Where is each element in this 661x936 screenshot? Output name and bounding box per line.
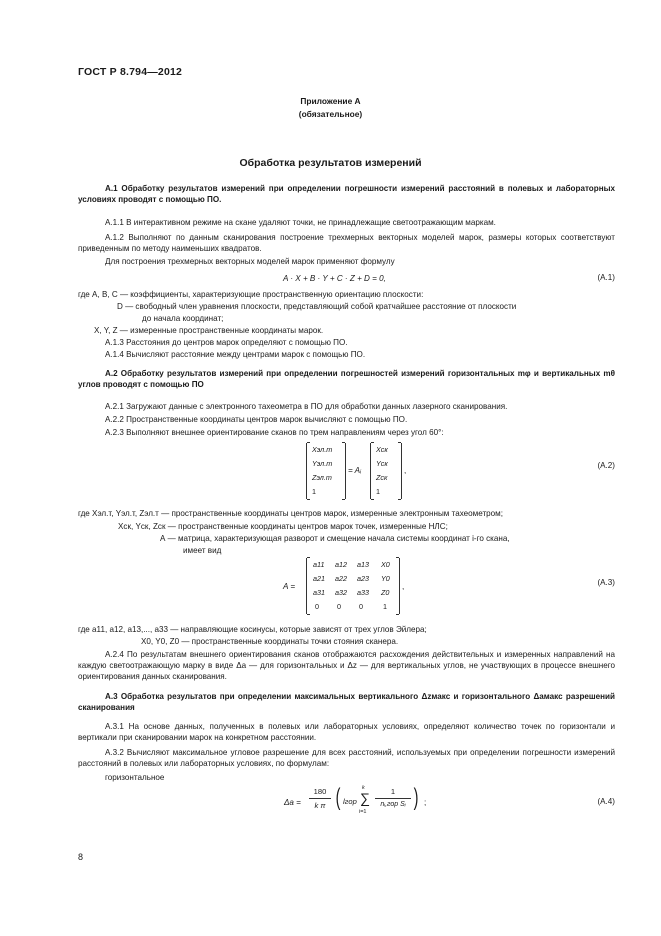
eq4-sum-bot: i=1 <box>359 809 367 815</box>
where-a3-2: X0, Y0, Z0 — пространственные координаты точки стояния сканера. <box>141 637 399 646</box>
equation-a1: A · X + B · Y + C · Z + D = 0, <box>283 274 386 283</box>
eq4-den: k π <box>314 801 326 810</box>
where-a1-xyz: X, Y, Z — измеренные пространственные координаты марок. <box>94 326 324 335</box>
para-a2-1: А.2.1 Загружают данные с электронного тахеометра в ПО для обработки данных лазерного сканирования. <box>105 402 508 411</box>
equation-a4-number: (А.4) <box>597 797 615 806</box>
matrix-a3-label: A = <box>283 582 296 591</box>
para-a2-3: А.2.3 Выполняют внешнее ориентирование сканов по трем направлениям через угол 60°: <box>105 428 444 437</box>
matrix-a3: a11 a12 a13 X0 a21 a22 a23 Y0 a31 a32 a33 Z0 0 0 0 1 <box>306 558 400 614</box>
section-a3-heading: А.3 Обработка результатов при определении максимальных вертикального Δzмакс и горизонтального Δaмакс разрешений сканирования <box>78 692 615 712</box>
eq4-open-paren: ( <box>335 784 341 811</box>
eq4-l: lгор <box>343 797 357 806</box>
appendix-name: Приложение А <box>300 96 361 106</box>
page-title: Обработка результатов измерений <box>239 157 422 169</box>
para-a3-2: А.3.2 Вычисляют максимальное угловое разрешение для всех расстояний, используемых при определении погрешности измерений расстояний в полевых или лабораторных условиях, по формулам: <box>78 748 615 768</box>
appendix-status: (обязательное) <box>298 109 363 119</box>
eq4-semicolon: ; <box>424 798 427 807</box>
matrix-a2-comma: , <box>404 466 407 475</box>
para-a1-2: А.1.2 Выполняют по данным сканирования построение трехмерных векторных моделей марок, размеры которых соответствуют приведенным по методу наименьших квадратов. <box>78 233 615 253</box>
where-a2-4: имеет вид <box>183 546 222 555</box>
eq4-sum: ∑ <box>360 790 370 806</box>
equation-a2-number: (А.2) <box>597 461 615 470</box>
para-a1-1: А.1.1 В интерактивном режиме на скане удаляют точки, не принадлежащие светоотражающим маркам. <box>105 218 496 227</box>
eq4-lhs: Δa = <box>284 798 301 807</box>
where-a3-1: где a11, a12, a13,..., a33 — направляющие косинусы, которые зависят от трех углов Эйлера; <box>78 625 427 634</box>
eq4-fraction-bar <box>309 798 331 799</box>
where-a2-1: где Xэл.т, Yэл.т, Zэл.т — пространственные координаты центров марок, измеренные электронным тахеометром; <box>78 509 503 518</box>
matrix-a2-right: Xск Yск Zск 1 <box>370 443 402 499</box>
para-a3-2b: горизонтальное <box>105 773 165 782</box>
eq4-frac-den: nᵢ,гор Sᵢ <box>380 801 406 808</box>
para-a1-2b: Для построения трехмерных векторных моделей марок применяют формулу <box>105 257 395 266</box>
section-a2-heading: А.2 Обработку результатов измерений при определении погрешностей измерений горизонтальных mφ и вертикальных mθ углов проводят с помощью ПО <box>78 369 615 389</box>
equation-a1-number: (А.1) <box>597 273 615 282</box>
matrix-a2-left: Xэл.т Yэл.т Zэл.т 1 <box>306 443 346 499</box>
section-a1-heading: А.1 Обработку результатов измерений при определении погрешности измерений расстояний в полевых и лабораторных условиях проводят с помощью ПО. <box>78 184 615 204</box>
eq4-sum-top: k <box>362 785 365 791</box>
where-a2-3: А — матрица, характеризующая разворот и смещение начала системы координат i-го скана, <box>160 534 510 543</box>
para-a1-4: А.1.4 Вычисляют расстояние между центрами марок с помощью ПО. <box>105 350 366 359</box>
equation-a3-number: (А.3) <box>597 578 615 587</box>
para-a2-4: А.2.4 По результатам внешнего ориентирования сканов отображаются расхождения действительных и измеренных направлений на каждую светоотражающую марку в виде Δа — для горизонтальных и Δz — для вертикальных углов, не участвующих в процессе внешнего ориентирования данных сканирования. <box>78 650 615 681</box>
where-a2-2: Xск, Yск, Zск — пространственные координаты центров марок точек, измеренные НЛС; <box>118 522 448 531</box>
document-header: ГОСТ Р 8.794—2012 <box>78 66 183 78</box>
eq4-inner-bar <box>375 798 411 799</box>
eq4-frac-num: 1 <box>390 787 396 796</box>
eq4-num: 180 <box>313 787 327 796</box>
where-a1: где A, B, C — коэффициенты, характеризующие пространственную ориентацию плоскости: <box>78 290 424 299</box>
where-a1-d2: до начала координат; <box>142 314 224 323</box>
para-a3-1: А.3.1 На основе данных, полученных в полевых или лабораторных условиях, определяют количество точек по горизонтали и вертикали при сканировании марок на конкретном расстоянии. <box>78 722 615 742</box>
where-a1-d: D — свободный член уравнения плоскости, представляющий собой кратчайшее расстояние от плоскости <box>117 302 517 311</box>
para-a2-2: А.2.2 Пространственные координаты центров марок вычисляют с помощью ПО. <box>105 415 408 424</box>
para-a1-3: А.1.3 Расстояния до центров марок определяют с помощью ПО. <box>105 338 348 347</box>
page-number: 8 <box>78 852 84 862</box>
matrix-a3-comma: , <box>402 582 405 591</box>
matrix-a2-mid: = Aᵢ <box>348 466 362 475</box>
eq4-close-paren: ) <box>413 784 419 811</box>
